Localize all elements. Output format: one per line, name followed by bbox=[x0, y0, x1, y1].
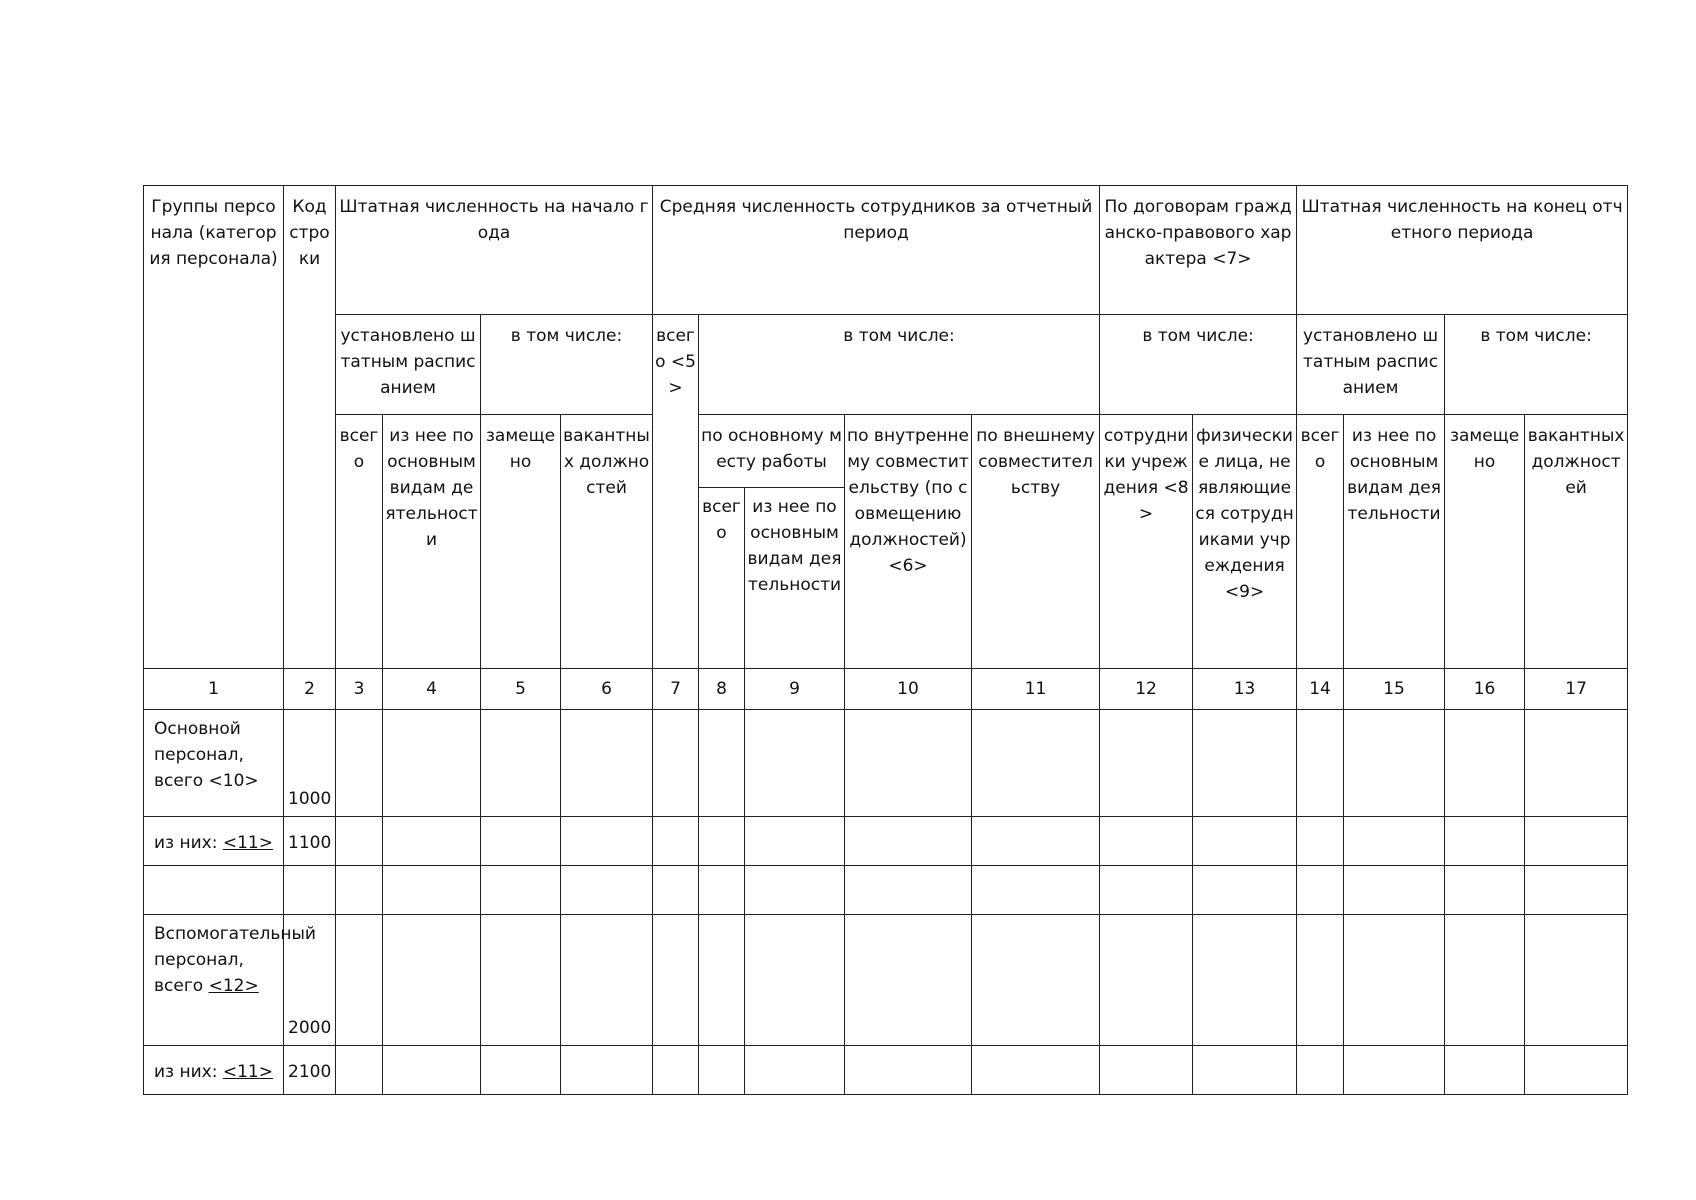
data-cell[interactable] bbox=[653, 866, 699, 915]
data-cell[interactable] bbox=[1344, 915, 1445, 1046]
data-cell[interactable] bbox=[972, 817, 1100, 866]
column-number-row bbox=[144, 669, 1628, 710]
data-cell[interactable] bbox=[1297, 710, 1344, 817]
data-cell[interactable] bbox=[561, 866, 653, 915]
data-cell[interactable] bbox=[745, 710, 845, 817]
data-cell[interactable] bbox=[561, 817, 653, 866]
column-number: 11 bbox=[972, 669, 1100, 710]
data-cell[interactable] bbox=[1193, 1046, 1297, 1095]
header-established-start: установлено штатным расписанием bbox=[336, 315, 481, 415]
data-cell[interactable] bbox=[745, 915, 845, 1046]
header-including-avg: в том числе: bbox=[699, 315, 1100, 415]
staffing-form bbox=[143, 185, 1627, 1095]
row-label-prefix: из них: bbox=[154, 833, 218, 853]
data-cell[interactable] bbox=[481, 1046, 561, 1095]
data-cell[interactable] bbox=[653, 817, 699, 866]
data-cell[interactable] bbox=[1100, 1046, 1193, 1095]
header-main-activity-start: из нее по основным видам деятельности bbox=[383, 415, 481, 669]
data-cell[interactable] bbox=[845, 817, 972, 866]
data-cell[interactable] bbox=[144, 866, 284, 915]
data-cell[interactable] bbox=[383, 915, 481, 1046]
row-code: 1100 bbox=[284, 817, 336, 866]
column-number: 13 bbox=[1193, 669, 1297, 710]
header-main-job: по основному месту работы bbox=[699, 415, 845, 488]
column-number: 2 bbox=[284, 669, 336, 710]
data-cell[interactable] bbox=[1297, 866, 1344, 915]
header-staff-start: Штатная численность на начало года bbox=[336, 186, 653, 315]
header-established-end: установлено штатным расписанием bbox=[1297, 315, 1445, 415]
footnote-link[interactable]: <11> bbox=[222, 833, 273, 853]
data-cell[interactable] bbox=[1193, 915, 1297, 1046]
data-cell[interactable] bbox=[845, 866, 972, 915]
row-label-prefix: Вспомогательный персонал, всего bbox=[154, 924, 316, 996]
header-institution-staff: сотрудники учреждения <8> bbox=[1100, 415, 1193, 669]
data-cell[interactable] bbox=[1100, 817, 1193, 866]
header-groups: Группы персонала (категория персонала) bbox=[144, 186, 284, 669]
header-main-activity-end: из нее по основным видам деятельности bbox=[1344, 415, 1445, 669]
header-avg-count: Средняя численность сотрудников за отчетный период bbox=[653, 186, 1100, 315]
header-individuals: физические лица, не являющиеся сотрудниками учреждения <9> bbox=[1193, 415, 1297, 669]
data-cell[interactable] bbox=[699, 710, 745, 817]
column-number: 12 bbox=[1100, 669, 1193, 710]
data-cell[interactable] bbox=[1297, 915, 1344, 1046]
data-cell[interactable] bbox=[972, 915, 1100, 1046]
data-cell[interactable] bbox=[336, 710, 383, 817]
data-cell[interactable] bbox=[653, 915, 699, 1046]
header-external-combo: по внешнему совместительству bbox=[972, 415, 1100, 669]
header-main-job-total: всего bbox=[699, 488, 745, 669]
data-cell[interactable] bbox=[745, 866, 845, 915]
data-cell[interactable] bbox=[699, 915, 745, 1046]
data-cell[interactable] bbox=[1344, 710, 1445, 817]
header-vacant-end: вакантных должностей bbox=[1525, 415, 1628, 669]
data-cell[interactable] bbox=[336, 1046, 383, 1095]
data-cell[interactable] bbox=[383, 1046, 481, 1095]
column-number: 5 bbox=[481, 669, 561, 710]
column-number: 10 bbox=[845, 669, 972, 710]
data-cell[interactable] bbox=[972, 710, 1100, 817]
column-number: 8 bbox=[699, 669, 745, 710]
header-civil-contracts: По договорам гражданско-правового характера <7> bbox=[1100, 186, 1297, 315]
data-cell[interactable] bbox=[1445, 817, 1525, 866]
header-including-start: в том числе: bbox=[481, 315, 653, 415]
data-cell[interactable] bbox=[481, 866, 561, 915]
table-row bbox=[144, 817, 1628, 866]
data-cell[interactable] bbox=[481, 817, 561, 866]
row-code: 1000 bbox=[284, 710, 336, 817]
data-cell[interactable] bbox=[561, 710, 653, 817]
header-filled-start: замещено bbox=[481, 415, 561, 669]
data-cell[interactable] bbox=[653, 1046, 699, 1095]
footnote-link[interactable]: <11> bbox=[222, 1062, 273, 1082]
data-cell[interactable] bbox=[699, 866, 745, 915]
column-number: 7 bbox=[653, 669, 699, 710]
row-label-prefix: из них: bbox=[154, 1062, 218, 1082]
data-cell[interactable] bbox=[481, 710, 561, 817]
data-cell[interactable] bbox=[383, 817, 481, 866]
header-code: Код строки bbox=[284, 186, 336, 669]
data-cell[interactable] bbox=[1445, 915, 1525, 1046]
header-vacant-start: вакантных должностей bbox=[561, 415, 653, 669]
row-label: Основной персонал, всего <10> bbox=[144, 710, 284, 817]
data-cell[interactable] bbox=[336, 817, 383, 866]
table-row bbox=[144, 915, 1628, 1046]
data-cell[interactable] bbox=[1525, 710, 1628, 817]
column-number: 6 bbox=[561, 669, 653, 710]
data-cell[interactable] bbox=[481, 915, 561, 1046]
column-number: 3 bbox=[336, 669, 383, 710]
data-cell[interactable] bbox=[972, 866, 1100, 915]
data-cell[interactable] bbox=[699, 1046, 745, 1095]
data-cell[interactable] bbox=[1344, 1046, 1445, 1095]
header-including-civil: в том числе: bbox=[1100, 315, 1297, 415]
data-cell[interactable] bbox=[1525, 866, 1628, 915]
data-cell[interactable] bbox=[1100, 710, 1193, 817]
data-cell[interactable] bbox=[1193, 866, 1297, 915]
data-cell[interactable] bbox=[1297, 1046, 1344, 1095]
data-cell[interactable] bbox=[1344, 817, 1445, 866]
header-internal-combo: по внутреннему совместительству (по совмещению должностей) <6> bbox=[845, 415, 972, 669]
data-cell[interactable] bbox=[1193, 817, 1297, 866]
header-total-start: всего bbox=[336, 415, 383, 669]
data-cell[interactable] bbox=[1100, 866, 1193, 915]
header-filled-end: замещено bbox=[1445, 415, 1525, 669]
data-cell[interactable] bbox=[845, 710, 972, 817]
row-label bbox=[144, 1046, 284, 1095]
data-cell[interactable] bbox=[745, 817, 845, 866]
header-row-1 bbox=[144, 186, 1628, 315]
header-row-2 bbox=[144, 315, 1628, 415]
data-cell[interactable] bbox=[972, 1046, 1100, 1095]
column-number: 1 bbox=[144, 669, 284, 710]
data-cell[interactable] bbox=[845, 915, 972, 1046]
data-cell[interactable] bbox=[1525, 1046, 1628, 1095]
row-code: 2100 bbox=[284, 1046, 336, 1095]
header-main-job-main-activity: из нее по основным видам деятельности bbox=[745, 488, 845, 669]
column-number: 9 bbox=[745, 669, 845, 710]
data-cell[interactable] bbox=[1297, 817, 1344, 866]
data-cell[interactable] bbox=[1344, 866, 1445, 915]
column-number: 15 bbox=[1344, 669, 1445, 710]
data-cell[interactable] bbox=[336, 915, 383, 1046]
data-cell[interactable] bbox=[336, 866, 383, 915]
footnote-link[interactable]: <12> bbox=[208, 976, 259, 996]
column-number: 4 bbox=[383, 669, 481, 710]
header-including-end: в том числе: bbox=[1445, 315, 1628, 415]
column-number: 14 bbox=[1297, 669, 1344, 710]
data-cell[interactable] bbox=[745, 1046, 845, 1095]
header-row-3 bbox=[144, 415, 1628, 488]
data-cell[interactable] bbox=[1445, 710, 1525, 817]
table-row bbox=[144, 1046, 1628, 1095]
data-cell[interactable] bbox=[1445, 866, 1525, 915]
data-cell[interactable] bbox=[1445, 1046, 1525, 1095]
column-number: 16 bbox=[1445, 669, 1525, 710]
header-total-5: всего <5> bbox=[653, 315, 699, 669]
data-cell[interactable] bbox=[653, 710, 699, 817]
row-code: 2000 bbox=[284, 915, 336, 1046]
table-row-blank bbox=[144, 866, 1628, 915]
data-cell[interactable] bbox=[1193, 710, 1297, 817]
data-cell[interactable] bbox=[383, 866, 481, 915]
header-total-end: всего bbox=[1297, 415, 1344, 669]
data-cell[interactable] bbox=[561, 915, 653, 1046]
data-cell[interactable] bbox=[1525, 915, 1628, 1046]
data-cell[interactable] bbox=[383, 710, 481, 817]
table-row bbox=[144, 710, 1628, 817]
data-cell[interactable] bbox=[1525, 817, 1628, 866]
data-cell[interactable] bbox=[1100, 915, 1193, 1046]
data-cell[interactable] bbox=[699, 817, 745, 866]
header-staff-end: Штатная численность на конец отчетного периода bbox=[1297, 186, 1628, 315]
data-cell[interactable] bbox=[284, 866, 336, 915]
row-label bbox=[144, 817, 284, 866]
staffing-table bbox=[143, 185, 1628, 1095]
data-cell[interactable] bbox=[561, 1046, 653, 1095]
data-cell[interactable] bbox=[845, 1046, 972, 1095]
column-number: 17 bbox=[1525, 669, 1628, 710]
